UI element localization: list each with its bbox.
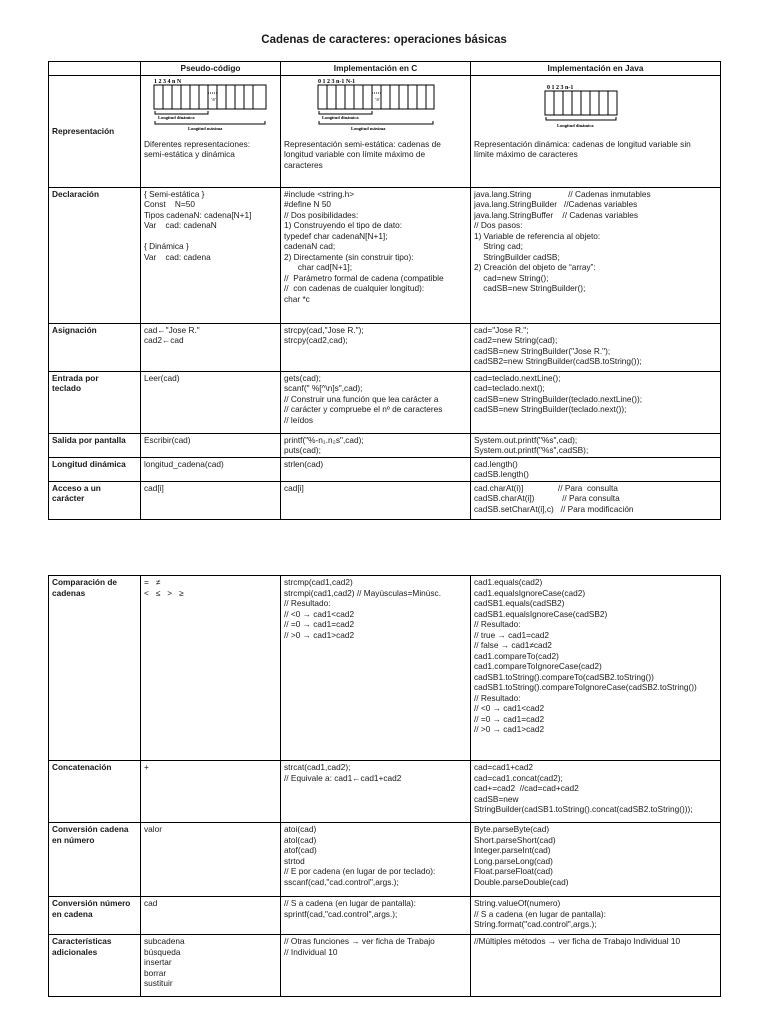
dyn-label: Longitud dinámica	[157, 114, 195, 120]
cell-pseudo: Leer(cad)	[141, 371, 281, 433]
row-label: Conversión número en cadena	[49, 897, 141, 935]
dyn-bracket	[319, 111, 372, 114]
cell-pseudo	[141, 75, 281, 187]
java-cells	[545, 91, 617, 115]
row-conv-numero-cadena	[49, 897, 721, 935]
cell-c: #include <string.h> #define N 50 // Dos posibilidades: 1) Construyendo el tipo de dato: typedef char cadenaN[N+1]; cadenaN cad; 2) Directamente (sin construir tipo): char cad[N+1]; // Parámetro formal de cadena (compatible // con cadenas de cualquier longitud): char *c	[281, 187, 471, 323]
cell-c: cad[i]	[281, 481, 471, 519]
cell-java	[471, 75, 721, 187]
cell-pseudo: cad	[141, 897, 281, 935]
null-char: '\0'	[374, 96, 380, 102]
pseudo-text: Diferentes representaciones: semi-estática y dinámica	[144, 138, 251, 159]
cell-java: cad.charAt(i)] // Para consulta cadSB.charAt(i]) // Para consulta cadSB.setCharAt(i],c) // Para modificación	[471, 481, 721, 519]
header-c: Implementación en C	[281, 62, 471, 76]
max-bracket	[319, 121, 433, 124]
row-label: Longitud dinámica	[49, 457, 141, 481]
cell-pseudo: subcadena búsqueda insertar borrar sustituir	[141, 935, 281, 997]
c-text: Representación semi-estática: cadenas de longitud variable con límite máximo de caracteres	[284, 138, 441, 170]
dyn-bracket	[546, 117, 616, 120]
java-text: Representación dinámica: cadenas de longitud variable sin límite máximo de caracteres	[474, 138, 691, 159]
row-label: Concatenación	[49, 761, 141, 823]
row-longitud	[49, 457, 721, 481]
cell-java: Byte.parseByte(cad) Short.parseShort(cad) Integer.parseInt(cad) Long.parseLong(cad) Float.parseFloat(cad) Double.parseDouble(cad)	[471, 823, 721, 897]
row-label: Representación	[49, 75, 141, 187]
pseudo-array-diagram	[152, 77, 270, 139]
dyn-label: Longitud dinámica	[321, 114, 359, 120]
cell-pseudo: valor	[141, 823, 281, 897]
cell-pseudo: { Semi-estática } Const N=50 Tipos cadenaN: cadena[N+1] Var cad: cadenaN { Dinámica } Var cad: cadena	[141, 187, 281, 323]
row-label: Comparación de cadenas	[49, 576, 141, 761]
cell-java: String.valueOf(numero) // S a cadena (en lugar de pantalla): String.format("cad.control",args.);	[471, 897, 721, 935]
row-label: Entrada por teclado	[49, 371, 141, 433]
row-conv-cadena-numero	[49, 823, 721, 897]
cell-c: // Otras funciones → ver ficha de Trabajo // Individual 10	[281, 935, 471, 997]
row-concatenacion	[49, 761, 721, 823]
cell-pseudo: +	[141, 761, 281, 823]
row-label: Salida por pantalla	[49, 433, 141, 457]
header-java: Implementación en Java	[471, 62, 721, 76]
cell-java: cad="Jose R."; cad2=new String(cad); cadSB=new StringBuilder("Jose R."); cadSB2=new StringBuilder(cadSB.toString());	[471, 323, 721, 371]
cell-pseudo: = ≠ < ≤ > ≥	[141, 576, 281, 761]
cell-c: strcat(cad1,cad2); // Equivale a: cad1←cad1+cad2	[281, 761, 471, 823]
cell-java: cad=cad1+cad2 cad=cad1.concat(cad2); cad+=cad2 //cad=cad+cad2 cadSB=new StringBuilder(cadSB1.toString().concat(cadSB2.toString()));	[471, 761, 721, 823]
max-bracket	[155, 121, 265, 124]
table-header-row	[49, 62, 721, 76]
header-pseudo: Pseudo-código	[141, 62, 281, 76]
row-comparacion	[49, 576, 721, 761]
row-label: Acceso a un carácter	[49, 481, 141, 519]
cell-java: cad=teclado.nextLine(); cad=teclado.next(); cadSB=new StringBuilder(teclado.nextLine()); cadSB=new StringBuilder(teclado.next());	[471, 371, 721, 433]
row-salida	[49, 433, 721, 457]
cell-java: System.out.printf("%s",cad); System.out.printf("%s",cadSB);	[471, 433, 721, 457]
cell-c: // S a cadena (en lugar de pantalla): sprintf(cad,"cad.control",args.);	[281, 897, 471, 935]
c-indices: 0 1 2 3 n-1 N-1	[317, 78, 355, 85]
row-representacion	[49, 75, 721, 187]
cell-pseudo: Escribir(cad)	[141, 433, 281, 457]
cell-pseudo: cad←"Jose R." cad2←cad	[141, 323, 281, 371]
row-entrada	[49, 371, 721, 433]
row-caracteristicas	[49, 935, 721, 997]
cell-c	[281, 75, 471, 187]
max-label: Longitud máxima	[187, 125, 222, 131]
cell-pseudo: cad[i]	[141, 481, 281, 519]
pseudo-indices: 1 2 3 4 n N	[153, 78, 181, 85]
row-label: Conversión cadena en número	[49, 823, 141, 897]
java-indices: 0 1 2 3 n-1	[546, 84, 573, 91]
c-array-diagram	[315, 77, 437, 139]
cell-java: cad1.equals(cad2) cad1.equalsIgnoreCase(cad2) cadSB1.equals(cadSB2) cadSB1.equalsIgnoreCase(cadSB2) // Resultado: // true → cad1=cad2 // false → cad1≠cad2 cad1.compareTo(cad2) cad1.compareToIgnoreCase(cad2) cadSB1.toString().compareTo(cadSB2.toString()) cadSB1.toString().compareToIgnoreCase(cadSB2.toString()) // Resultado: // <0 → cad1<cad2 // =0 → cad1=cad2 // >0 → cad1>cad2	[471, 576, 721, 761]
pseudo-cells	[154, 85, 266, 109]
cell-c: strlen(cad)	[281, 457, 471, 481]
operations-table-part-2	[48, 575, 721, 997]
row-acceso	[49, 481, 721, 519]
row-declaracion	[49, 187, 721, 323]
cell-java: //Múltiples métodos → ver ficha de Trabajo Individual 10	[471, 935, 721, 997]
max-label: Longitud máxima	[350, 125, 385, 131]
row-label: Declaración	[49, 187, 141, 323]
cell-pseudo: longitud_cadena(cad)	[141, 457, 281, 481]
dyn-bracket	[155, 111, 208, 114]
dyn-label: Longitud dinámica	[556, 122, 594, 128]
cell-c: strcpy(cad,"Jose R."); strcpy(cad2,cad);	[281, 323, 471, 371]
page-title: Cadenas de caracteres: operaciones básicas	[261, 34, 507, 46]
row-label: Asignación	[49, 323, 141, 371]
cell-c: strcmp(cad1,cad2) strcmpi(cad1,cad2) // Mayúsculas=Minúsc. // Resultado: // <0 → cad1<cad2 // =0 → cad1=cad2 // >0 → cad1>cad2	[281, 576, 471, 761]
header-empty	[49, 62, 141, 76]
cell-c: printf("%-n₁.n₂s",cad); puts(cad);	[281, 433, 471, 457]
cell-c: atoi(cad) atol(cad) atof(cad) strtod // E por cadena (en lugar de por teclado): sscanf(cad,"cad.control",args.);	[281, 823, 471, 897]
row-asignacion	[49, 323, 721, 371]
null-char: '\0'	[210, 96, 216, 102]
cell-java: cad.length() cadSB.length()	[471, 457, 721, 481]
operations-table-part-1	[48, 61, 721, 520]
cell-c: gets(cad); scanf(" %[^\n]s",cad); // Construir una función que lea carácter a // carácter y compruebe el nº de caracteres // leídos	[281, 371, 471, 433]
java-array-diagram	[541, 77, 651, 139]
cell-java: java.lang.String // Cadenas inmutables java.lang.StringBuilder //Cadenas variables java.lang.StringBuffer // Cadenas variables // Dos pasos: 1) Variable de referencia al objeto: String cad; StringBuilder cadSB; 2) Creación del objeto de “array”: cad=new String(); cadSB=new StringBuilder();	[471, 187, 721, 323]
row-label: Características adicionales	[49, 935, 141, 997]
